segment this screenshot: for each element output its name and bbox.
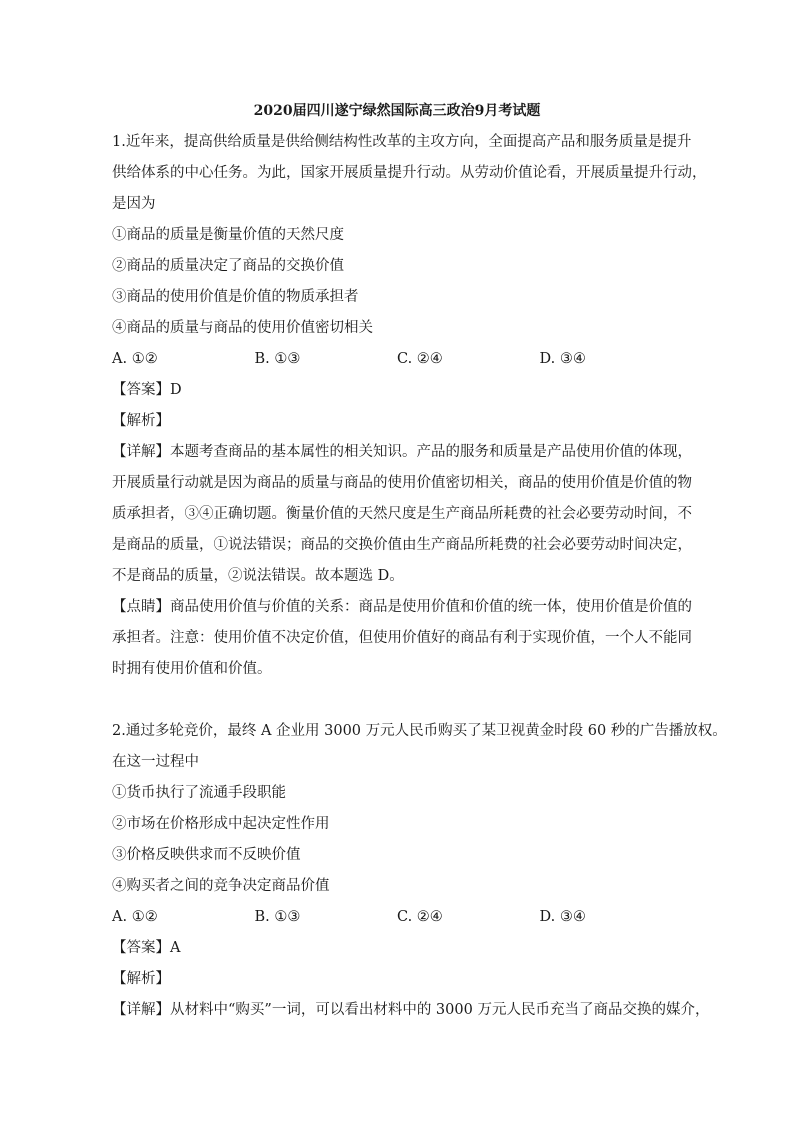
q1-detail-line-3: 质承担者，③④正确切题。衡量价值的天然尺度是生产商品所耗费的社会必要劳动时间，不	[112, 506, 692, 522]
q2-item-4: ④购买者之间的竞争决定商品价值	[112, 878, 330, 894]
q1-options	[112, 344, 682, 375]
q2-option-d: D. ③④	[539, 909, 586, 925]
q1-item-4: ④商品的质量与商品的使用价值密切相关	[112, 320, 373, 336]
q1-detail-line-5: 不是商品的质量，②说法错误。故本题选 D。	[112, 568, 404, 584]
question-1	[112, 127, 707, 685]
q2-answer: 【答案】A	[112, 940, 181, 956]
q2-item-3: ③价格反映供求而不反映价值	[112, 847, 301, 863]
document-page	[112, 96, 727, 1026]
q1-stem-line-3: 是因为	[112, 196, 156, 212]
q1-item-3: ③商品的使用价值是价值的物质承担者	[112, 289, 359, 305]
q2-option-b: B. ①③	[254, 909, 301, 925]
q2-item-1: ①货币执行了流通手段职能	[112, 785, 286, 801]
q2-stem-line-2: 在这一过程中	[112, 754, 199, 770]
q1-analysis-label: 【解析】	[112, 413, 170, 429]
q2-stem-line-1: 2.通过多轮竞价，最终 A 企业用 3000 万元人民币购买了某卫视黄金时段 60 秒的广告播放权。	[112, 723, 727, 739]
q1-tip-line-3: 时拥有使用价值和价值。	[112, 661, 272, 677]
q2-analysis-label: 【解析】	[112, 971, 170, 987]
question-spacer	[112, 685, 682, 716]
q1-answer: 【答案】D	[112, 382, 182, 398]
q1-detail-line-1: 【详解】本题考查商品的基本属性的相关知识。产品的服务和质量是产品使用价值的体现，	[112, 444, 692, 460]
q2-option-a: A. ①②	[112, 909, 158, 925]
q2-option-c: C. ②④	[397, 909, 443, 925]
q1-option-d: D. ③④	[539, 351, 586, 367]
q1-option-a: A. ①②	[112, 351, 158, 367]
q1-stem-line-2: 供给体系的中心任务。为此，国家开展质量提升行动。从劳动价值论看，开展质量提升行动，	[112, 165, 707, 181]
q1-item-1: ①商品的质量是衡量价值的天然尺度	[112, 227, 344, 243]
q1-stem-line-1: 1.近年来，提高供给质量是供给侧结构性改革的主攻方向，全面提高产品和服务质量是提升	[112, 134, 692, 150]
q2-detail-line-1: 【详解】从材料中“购买”一词，可以看出材料中的 3000 万元人民币充当了商品交换的媒介，	[112, 1002, 710, 1018]
q1-item-2: ②商品的质量决定了商品的交换价值	[112, 258, 344, 274]
question-2	[112, 716, 727, 1026]
page-title: 2020届四川遂宁绿然国际高三政治9月考试题	[253, 103, 541, 119]
q2-item-2: ②市场在价格形成中起决定性作用	[112, 816, 330, 832]
q1-option-c: C. ②④	[397, 351, 443, 367]
q1-detail-line-4: 是商品的质量，①说法错误；商品的交换价值由生产商品所耗费的社会必要劳动时间决定，	[112, 537, 692, 553]
q1-tip-line-1: 【点睛】商品使用价值与价值的关系：商品是使用价值和价值的统一体，使用价值是价值的	[112, 599, 692, 615]
q1-detail-line-2: 开展质量行动就是因为商品的质量与商品的使用价值密切相关，商品的使用价值是价值的物	[112, 475, 692, 491]
q1-option-b: B. ①③	[254, 351, 301, 367]
q1-tip-line-2: 承担者。注意：使用价值不决定价值，但使用价值好的商品有利于实现价值，一个人不能同	[112, 630, 692, 646]
q2-options	[112, 902, 682, 933]
